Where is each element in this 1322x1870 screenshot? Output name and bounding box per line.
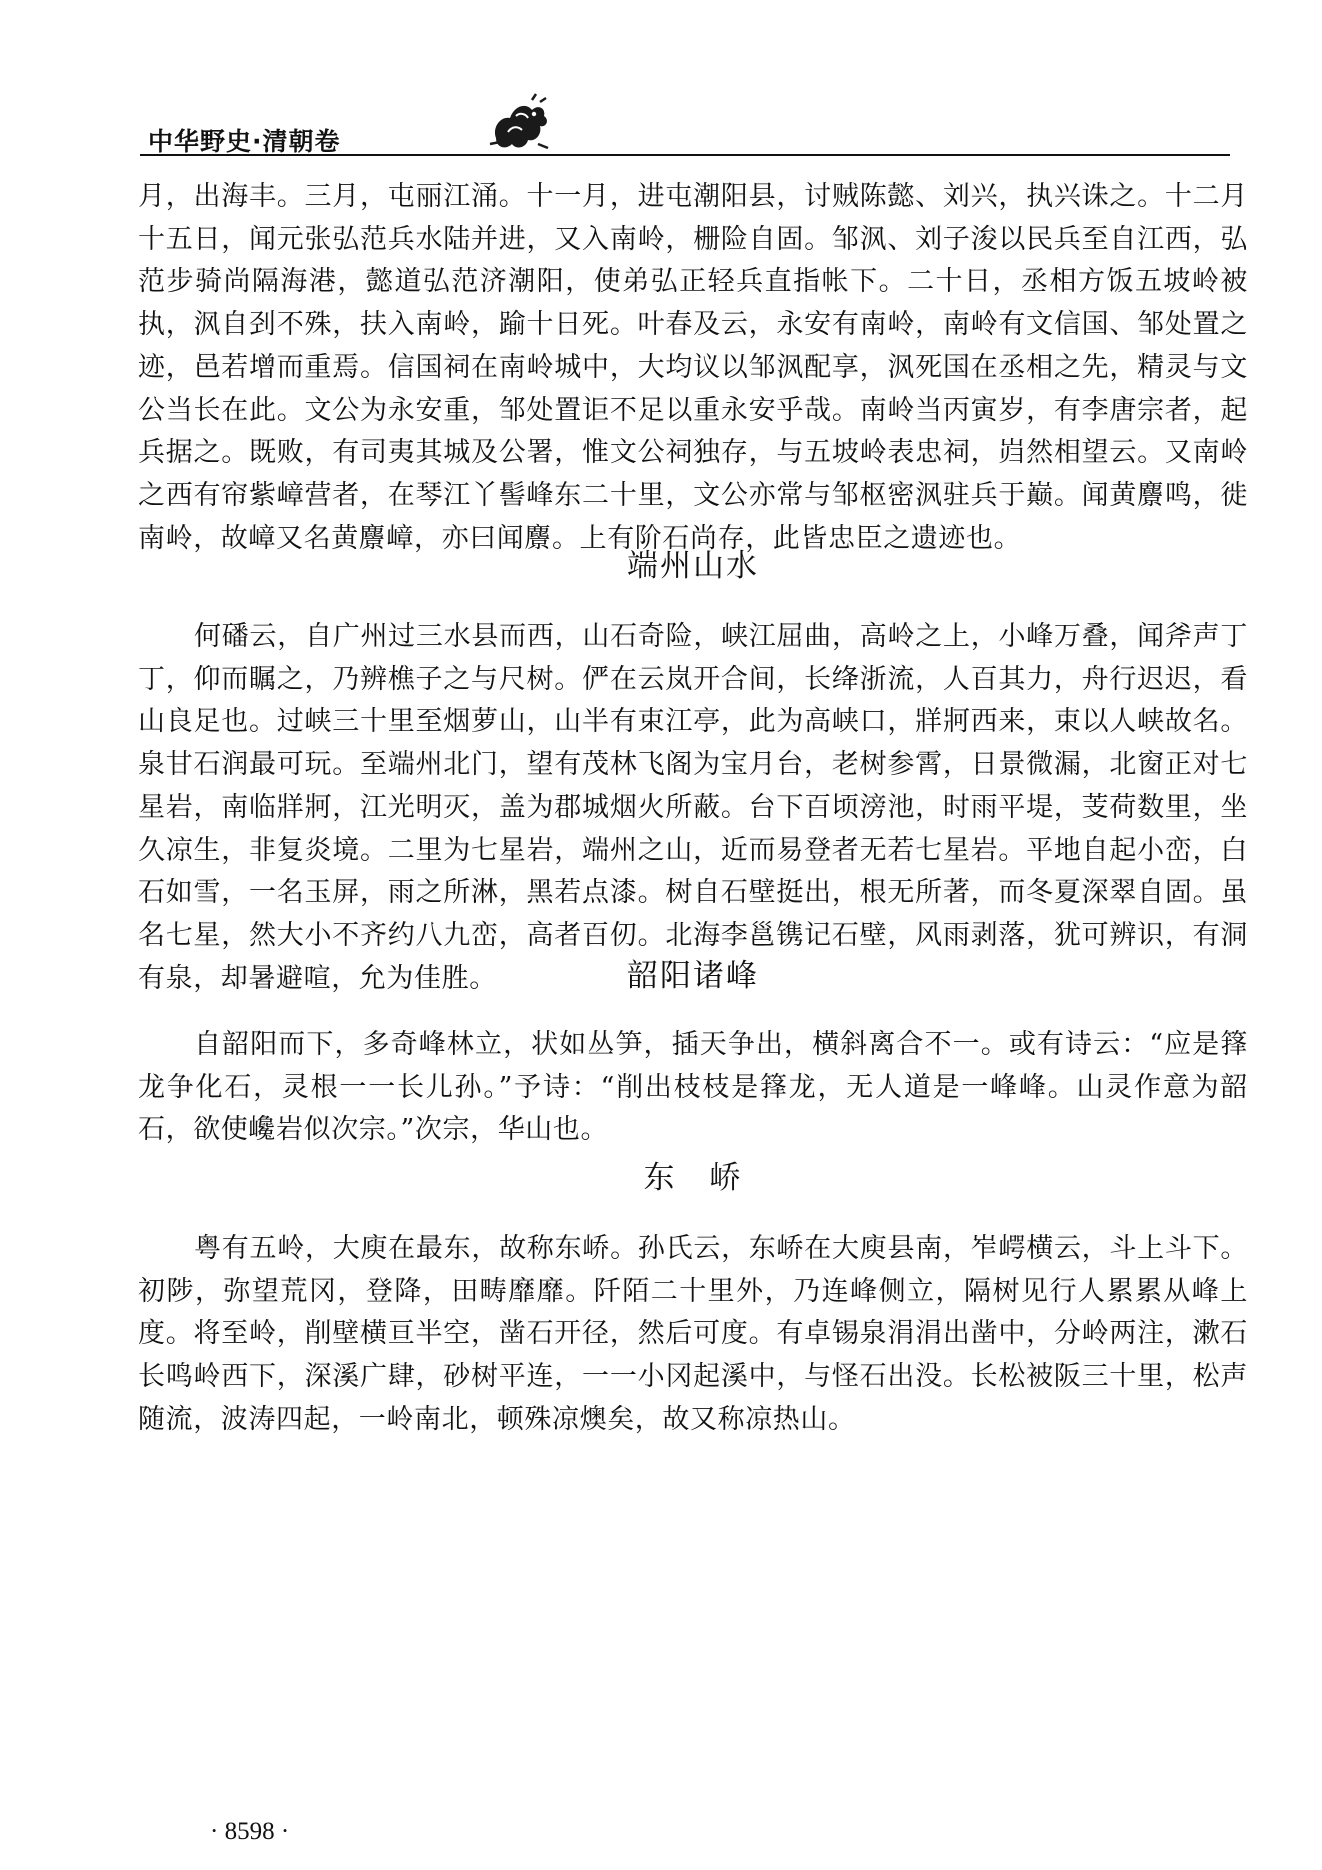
- body-paragraph: 何磻云，自广州过三水县而西，山石奇险，峡江屈曲，高岭之上，小峰万叠，闻斧声丁丁，仰而瞩之，乃辨樵子之与尺树。俨在云岚开合间，长绛浙流，人百其力，舟行迟迟，看山良足也。过峡三十里至烟萝山，山半有束江亭，此为高峡口，牂牁西来，束以人峡故名。泉甘石润最可玩。至端州北门，望有茂林飞阁为宝月台，老树参霄，日景微漏，北窗正对七星岩，南临牂牁，江光明灭，盖为郡城烟火所蔽。台下百顷滂池，时雨平堤，芰荷数里，坐久凉生，非复炎境。二里为七星岩，端州之山，近而易登者无若七星岩。平地自起小峦，白石如雪，一名玉屏，雨之所淋，黑若点漆。树自石壁挺出，根无所著，而冬夏深翠自固。虽名七星，然大小不齐约八九峦，高者百仞。北海李邕镌记石壁，风雨剥落，犹可辨识，有洞有泉，却暑避喧，允为佳胜。: [138, 621, 1248, 994]
- section-continued: [138, 176, 1248, 560]
- section-heading: 端州山水: [627, 548, 759, 584]
- running-header: [120, 92, 1250, 162]
- page-number: · 8598 ·: [210, 1818, 290, 1845]
- header-rule: [140, 154, 1230, 156]
- body-paragraph: 粤有五岭，大庾在最东，故称东峤。孙氏云，东峤在大庾县南，岝崿横云，斗上斗下。初陟，弥望荒冈，登降，田畴靡靡。阡陌二十里外，乃连峰侧立，隔树见行人累累从峰上度。将至岭，削壁横亘半空，凿石开径，然后可度。有卓锡泉涓涓出凿中，分岭两注，漱石长鸣岭西下，深溪广肆，砂树平连，一一小冈起溪中，与怪石出没。长松被阪三十里，松声随流，波涛四起，一岭南北，顿殊凉燠矣，故又称凉热山。: [138, 1233, 1248, 1435]
- body-paragraph: 月，出海丰。三月，屯丽江涌。十一月，进屯潮阳县，讨贼陈懿、刘兴，执兴诛之。十二月十五日，闻元张弘范兵水陆并进，又入南岭，栅险自固。邹沨、刘子浚以民兵至自江西，弘范步骑尚隔海港，懿道弘范济潮阳，使弟弘正轻兵直指帐下。二十日，丞相方饭五坡岭被执，沨自刭不殊，扶入南岭，踰十日死。叶春及云，永安有南岭，南岭有文信国、邹处置之迹，邑若增而重焉。信国祠在南岭城中，大均议以邹沨配享，沨死国在丞相之先，精灵与文公当长在此。文公为永安重，邹处置讵不足以重永安乎哉。南岭当丙寅岁，有李唐宗者，起兵据之。既败，有司夷其城及公署，惟文公祠独存，与五坡岭表忠祠，岿然相望云。又南岭之西有帘紫嶂营者，在琴江丫髻峰东二十里，文公亦常与邹枢密沨驻兵于巅。闻黄麖鸣，徙南岭，故嶂又名黄麖嶂，亦曰闻麖。上有阶石尚存，此皆忠臣之遗迹也。: [138, 181, 1248, 554]
- body-paragraph: 自韶阳而下，多奇峰林立，状如丛笋，插天争出，横斜离合不一。或有诗云：“应是箨龙争化石，灵根一一长儿孙。”予诗：“削出枝枝是箨龙，无人道是一峰峰。山灵作意为韶石，欲使巉岩似次宗。”次宗，华山也。: [138, 1029, 1248, 1146]
- section-heading: 韶阳诸峰: [627, 958, 759, 994]
- dragon-emblem-icon: [486, 92, 552, 158]
- running-title: 中华野史·清朝卷: [148, 127, 341, 156]
- section-heading: 东 峤: [643, 1160, 743, 1196]
